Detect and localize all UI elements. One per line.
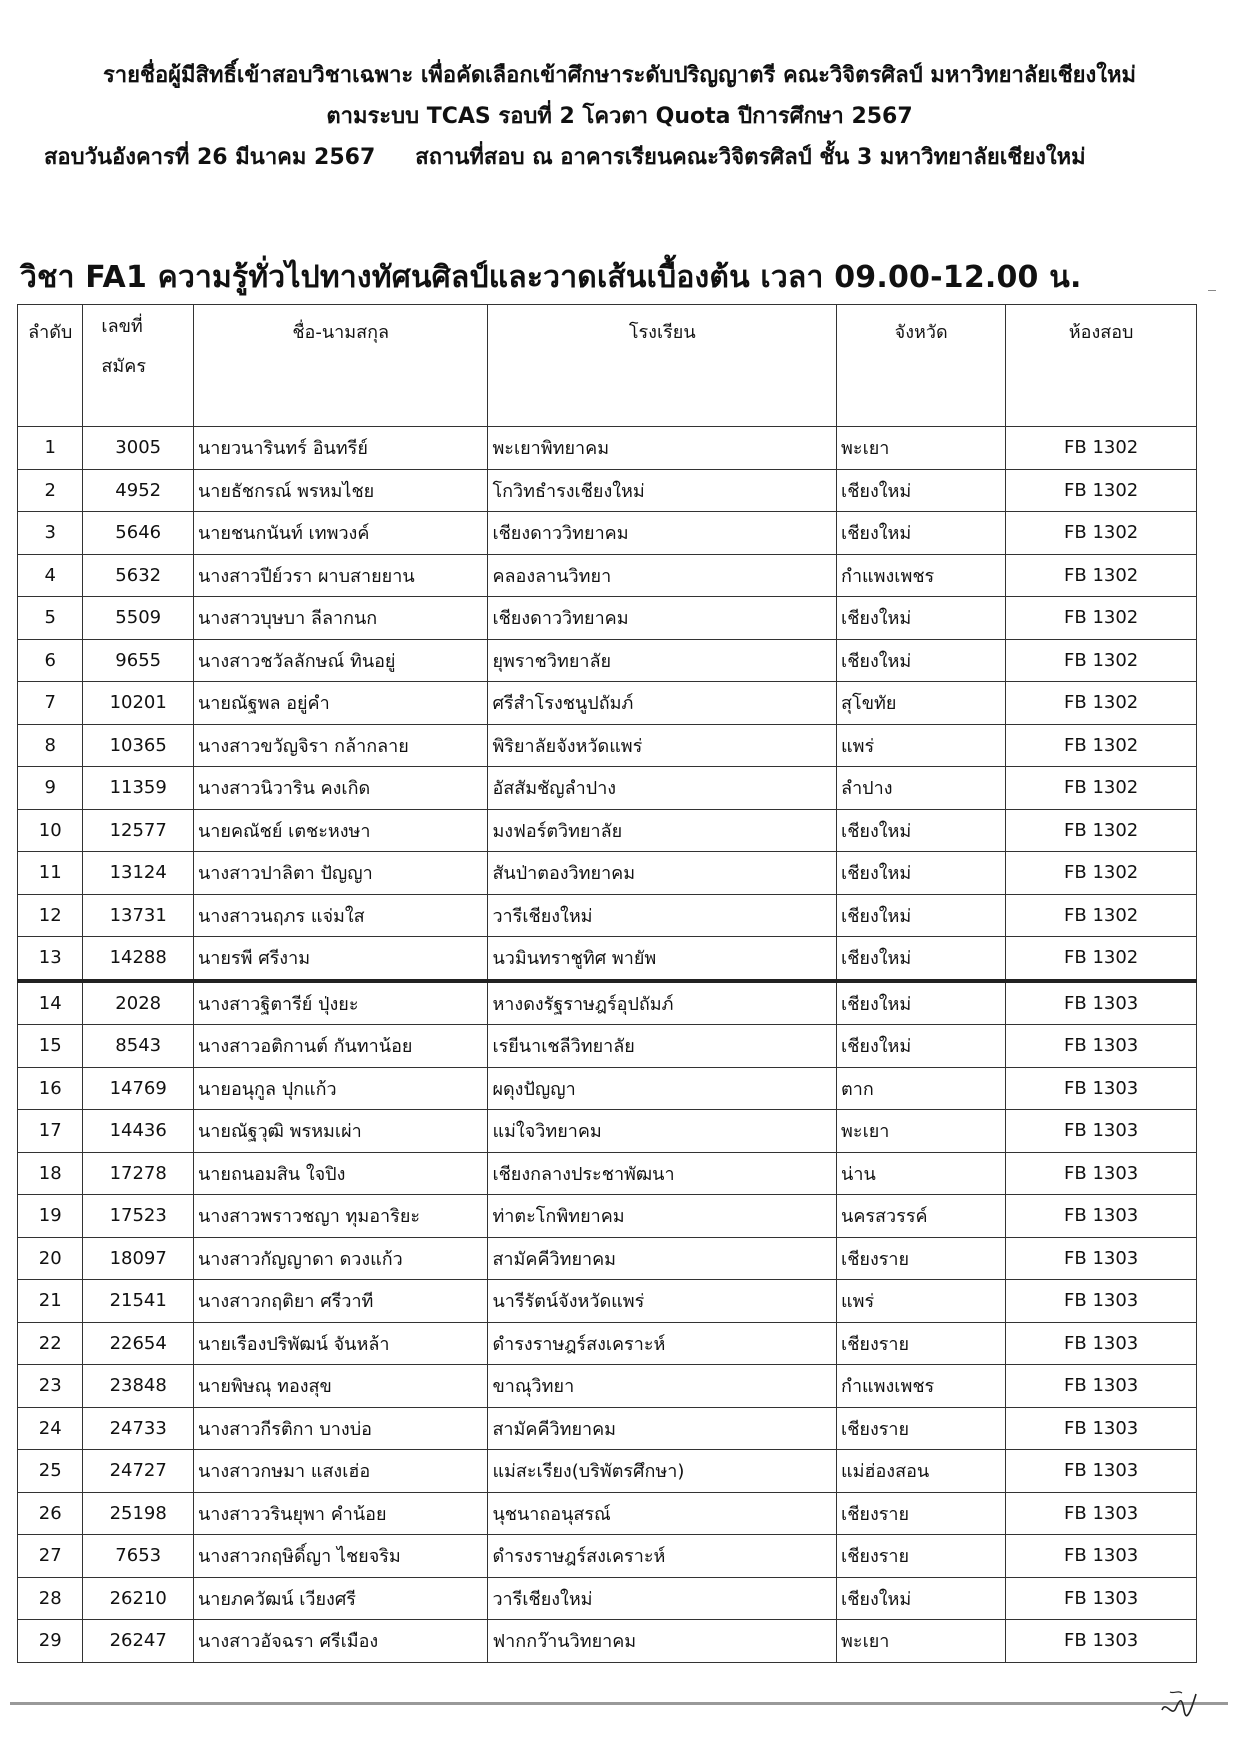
exam-room: FB 1302	[1006, 937, 1197, 981]
row-number: 7	[18, 682, 83, 725]
school-name: ผดุงปัญญา	[488, 1067, 837, 1110]
candidate-name: นางสาวกฤติยา ศรีวาที	[193, 1280, 487, 1323]
table-row	[18, 937, 1197, 981]
applicant-id: 17278	[83, 1152, 194, 1195]
subject-heading: วิชา FA1 ความรู้ทั่วไปทางทัศนศิลป์และวาดเส้นเบื้องต้น เวลา 09.00-12.00 น.	[20, 260, 1082, 295]
applicant-id: 10201	[83, 682, 194, 725]
row-number: 4	[18, 554, 83, 597]
school-name: เชียงดาววิทยาคม	[488, 512, 837, 555]
row-number: 23	[18, 1365, 83, 1408]
table-row	[18, 981, 1197, 1025]
row-number: 14	[18, 981, 83, 1025]
candidate-table	[17, 304, 1197, 1663]
school-name: พิริยาลัยจังหวัดแพร่	[488, 724, 837, 767]
exam-room: FB 1302	[1006, 809, 1197, 852]
table-row	[18, 682, 1197, 725]
candidate-name: นางสาวพราวชญา ทุมอาริยะ	[193, 1195, 487, 1238]
school-name: มงฟอร์ตวิทยาลัย	[488, 809, 837, 852]
table-row	[18, 469, 1197, 512]
exam-date: สอบวันอังคารที่ 26 มีนาคม 2567	[44, 145, 376, 170]
table-row	[18, 1450, 1197, 1493]
school-name: สามัคคีวิทยาคม	[488, 1407, 837, 1450]
handwritten-signature-icon	[1156, 1680, 1200, 1724]
applicant-id: 17523	[83, 1195, 194, 1238]
table-row	[18, 1025, 1197, 1068]
applicant-id: 4952	[83, 469, 194, 512]
table-row	[18, 1535, 1197, 1578]
province-name: สุโขทัย	[837, 682, 1006, 725]
table-row	[18, 1110, 1197, 1153]
candidate-name: นายวนารินทร์ อินทรีย์	[193, 427, 487, 470]
exam-room: FB 1302	[1006, 724, 1197, 767]
applicant-id: 8543	[83, 1025, 194, 1068]
exam-room: FB 1303	[1006, 1195, 1197, 1238]
province-name: เชียงใหม่	[837, 937, 1006, 981]
exam-room: FB 1303	[1006, 1450, 1197, 1493]
applicant-id: 7653	[83, 1535, 194, 1578]
header-exam-info	[0, 144, 1239, 172]
header-round: ตามระบบ TCAS รอบที่ 2 โควตา Quota ปีการศึกษา 2567	[326, 104, 913, 129]
school-name: เชียงกลางประชาพัฒนา	[488, 1152, 837, 1195]
row-number: 27	[18, 1535, 83, 1578]
candidate-name: นายธัชกรณ์ พรหมไชย	[193, 469, 487, 512]
row-number: 25	[18, 1450, 83, 1493]
applicant-id: 14288	[83, 937, 194, 981]
province-name: เชียงใหม่	[837, 512, 1006, 555]
document-header	[0, 62, 1239, 185]
applicant-id: 22654	[83, 1322, 194, 1365]
province-name: พะเยา	[837, 427, 1006, 470]
applicant-id: 5509	[83, 597, 194, 640]
school-name: นุชนาถอนุสรณ์	[488, 1492, 837, 1535]
school-name: สามัคคีวิทยาคม	[488, 1237, 837, 1280]
applicant-id: 26247	[83, 1620, 194, 1663]
candidate-name: นางสาวกีรติกา บางบ่อ	[193, 1407, 487, 1450]
school-name: ฟากกว๊านวิทยาคม	[488, 1620, 837, 1663]
row-number: 15	[18, 1025, 83, 1068]
candidate-name: นายภควัฒน์ เวียงศรี	[193, 1577, 487, 1620]
applicant-id: 5632	[83, 554, 194, 597]
school-name: คลองลานวิทยา	[488, 554, 837, 597]
table-row	[18, 894, 1197, 937]
exam-room: FB 1303	[1006, 1620, 1197, 1663]
col-header-applicant-id	[83, 305, 194, 427]
province-name: กำแพงเพชร	[837, 554, 1006, 597]
candidate-name: นายอนุกูล ปุกแก้ว	[193, 1067, 487, 1110]
col-header-province: จังหวัด	[837, 305, 1006, 427]
table-row	[18, 1492, 1197, 1535]
province-name: เชียงใหม่	[837, 981, 1006, 1025]
applicant-id: 3005	[83, 427, 194, 470]
candidate-name: นางสาวปีย์วรา ผาบสายยาน	[193, 554, 487, 597]
table-row	[18, 597, 1197, 640]
table-row	[18, 1407, 1197, 1450]
school-name: แม่ใจวิทยาคม	[488, 1110, 837, 1153]
exam-room: FB 1303	[1006, 1407, 1197, 1450]
applicant-id: 25198	[83, 1492, 194, 1535]
exam-room: FB 1302	[1006, 852, 1197, 895]
applicant-id: 13731	[83, 894, 194, 937]
province-name: เชียงใหม่	[837, 809, 1006, 852]
row-number: 3	[18, 512, 83, 555]
table-row	[18, 1152, 1197, 1195]
col-header-id-line2: สมัคร	[101, 356, 146, 377]
table-row	[18, 1280, 1197, 1323]
exam-room: FB 1303	[1006, 981, 1197, 1025]
province-name: น่าน	[837, 1152, 1006, 1195]
exam-room: FB 1302	[1006, 597, 1197, 640]
margin-mark	[1208, 290, 1216, 291]
candidate-name: นายคณัชย์ เตชะหงษา	[193, 809, 487, 852]
province-name: ตาก	[837, 1067, 1006, 1110]
applicant-id: 24733	[83, 1407, 194, 1450]
exam-room: FB 1303	[1006, 1152, 1197, 1195]
row-number: 5	[18, 597, 83, 640]
province-name: แม่ฮ่องสอน	[837, 1450, 1006, 1493]
school-name: วารีเชียงใหม่	[488, 1577, 837, 1620]
row-number: 2	[18, 469, 83, 512]
table-row	[18, 1067, 1197, 1110]
col-header-id-line1: เลขที่	[101, 316, 143, 337]
candidate-name: นางสาวอติกานต์ กันทาน้อย	[193, 1025, 487, 1068]
school-name: เชียงดาววิทยาคม	[488, 597, 837, 640]
table-row	[18, 512, 1197, 555]
candidate-name: นางสาวอัจฉรา ศรีเมือง	[193, 1620, 487, 1663]
applicant-id: 13124	[83, 852, 194, 895]
exam-room: FB 1303	[1006, 1025, 1197, 1068]
candidate-name: นางสาวนฤภร แจ่มใส	[193, 894, 487, 937]
table-header-row	[18, 305, 1197, 427]
table-row	[18, 1322, 1197, 1365]
school-name: โกวิทธำรงเชียงใหม่	[488, 469, 837, 512]
exam-room: FB 1302	[1006, 554, 1197, 597]
row-number: 28	[18, 1577, 83, 1620]
row-number: 9	[18, 767, 83, 810]
school-name: นวมินทราชูทิศ พายัพ	[488, 937, 837, 981]
table-row	[18, 1237, 1197, 1280]
col-header-no: ลำดับ	[18, 305, 83, 427]
table-row	[18, 767, 1197, 810]
col-header-school: โรงเรียน	[488, 305, 837, 427]
exam-room: FB 1303	[1006, 1577, 1197, 1620]
school-name: ขาณุวิทยา	[488, 1365, 837, 1408]
school-name: พะเยาพิทยาคม	[488, 427, 837, 470]
school-name: ยุพราชวิทยาลัย	[488, 639, 837, 682]
province-name: เชียงใหม่	[837, 852, 1006, 895]
exam-room: FB 1303	[1006, 1280, 1197, 1323]
exam-room: FB 1303	[1006, 1067, 1197, 1110]
row-number: 12	[18, 894, 83, 937]
applicant-id: 14436	[83, 1110, 194, 1153]
applicant-id: 10365	[83, 724, 194, 767]
table-row	[18, 1195, 1197, 1238]
school-name: แม่สะเรียง(บริพัตรศึกษา)	[488, 1450, 837, 1493]
school-name: หางดงรัฐราษฎร์อุปถัมภ์	[488, 981, 837, 1025]
candidate-name: นายณัฐวุฒิ พรหมเผ่า	[193, 1110, 487, 1153]
col-header-room: ห้องสอบ	[1006, 305, 1197, 427]
table-row	[18, 852, 1197, 895]
row-number: 18	[18, 1152, 83, 1195]
table-row	[18, 1365, 1197, 1408]
school-name: วารีเชียงใหม่	[488, 894, 837, 937]
table-body	[18, 427, 1197, 1663]
row-number: 10	[18, 809, 83, 852]
candidate-name: นางสาวปาลิตา ปัญญา	[193, 852, 487, 895]
province-name: เชียงราย	[837, 1237, 1006, 1280]
applicant-id: 12577	[83, 809, 194, 852]
row-number: 13	[18, 937, 83, 981]
province-name: แพร่	[837, 1280, 1006, 1323]
candidate-name: นางสาวกษมา แสงเฮ่อ	[193, 1450, 487, 1493]
candidate-name: นางสาวนิวาริน คงเกิด	[193, 767, 487, 810]
candidate-name: นางสาวขวัญจิรา กล้ากลาย	[193, 724, 487, 767]
province-name: เชียงใหม่	[837, 1025, 1006, 1068]
exam-room: FB 1302	[1006, 512, 1197, 555]
candidate-name: นางสาวบุษบา ลีลากนก	[193, 597, 487, 640]
exam-room: FB 1303	[1006, 1365, 1197, 1408]
row-number: 16	[18, 1067, 83, 1110]
candidate-name: นางสาวชวัลลักษณ์ ทินอยู่	[193, 639, 487, 682]
row-number: 20	[18, 1237, 83, 1280]
province-name: พะเยา	[837, 1110, 1006, 1153]
exam-room: FB 1302	[1006, 682, 1197, 725]
row-number: 1	[18, 427, 83, 470]
exam-room: FB 1302	[1006, 894, 1197, 937]
applicant-id: 14769	[83, 1067, 194, 1110]
province-name: เชียงใหม่	[837, 469, 1006, 512]
province-name: เชียงใหม่	[837, 894, 1006, 937]
province-name: นครสวรรค์	[837, 1195, 1006, 1238]
province-name: เชียงใหม่	[837, 597, 1006, 640]
school-name: ศรีสำโรงชนูปถัมภ์	[488, 682, 837, 725]
col-header-name: ชื่อ-นามสกุล	[193, 305, 487, 427]
province-name: เชียงราย	[837, 1492, 1006, 1535]
exam-room: FB 1302	[1006, 767, 1197, 810]
school-name: ดำรงราษฎร์สงเคราะห์	[488, 1535, 837, 1578]
row-number: 6	[18, 639, 83, 682]
candidate-name: นายพิษณุ ทองสุข	[193, 1365, 487, 1408]
applicant-id: 18097	[83, 1237, 194, 1280]
province-name: กำแพงเพชร	[837, 1365, 1006, 1408]
table-row	[18, 427, 1197, 470]
candidate-name: นายถนอมสิน ใจปิง	[193, 1152, 487, 1195]
school-name: อัสสัมชัญลำปาง	[488, 767, 837, 810]
province-name: เชียงราย	[837, 1322, 1006, 1365]
applicant-id: 11359	[83, 767, 194, 810]
row-number: 26	[18, 1492, 83, 1535]
table-row	[18, 554, 1197, 597]
applicant-id: 5646	[83, 512, 194, 555]
table-row	[18, 1620, 1197, 1663]
applicant-id: 9655	[83, 639, 194, 682]
exam-room: FB 1303	[1006, 1237, 1197, 1280]
exam-room: FB 1303	[1006, 1492, 1197, 1535]
row-number: 19	[18, 1195, 83, 1238]
row-number: 11	[18, 852, 83, 895]
exam-place: สถานที่สอบ ณ อาคารเรียนคณะวิจิตรศิลป์ ชั้น 3 มหาวิทยาลัยเชียงใหม่	[415, 145, 1086, 170]
row-number: 21	[18, 1280, 83, 1323]
province-name: พะเยา	[837, 1620, 1006, 1663]
row-number: 22	[18, 1322, 83, 1365]
exam-room: FB 1303	[1006, 1110, 1197, 1153]
exam-room: FB 1302	[1006, 427, 1197, 470]
exam-room: FB 1302	[1006, 469, 1197, 512]
candidate-name: นางสาวฐิตารีย์ ปุ่งยะ	[193, 981, 487, 1025]
table-row	[18, 639, 1197, 682]
exam-room: FB 1303	[1006, 1535, 1197, 1578]
applicant-id: 2028	[83, 981, 194, 1025]
row-number: 8	[18, 724, 83, 767]
school-name: เรยีนาเชลีวิทยาลัย	[488, 1025, 837, 1068]
table-row	[18, 724, 1197, 767]
province-name: เชียงราย	[837, 1407, 1006, 1450]
exam-room: FB 1303	[1006, 1322, 1197, 1365]
header-title: รายชื่อผู้มีสิทธิ์เข้าสอบวิชาเฉพาะ เพื่อคัดเลือกเข้าศึกษาระดับปริญญาตรี คณะวิจิตรศิลป์ มหาวิทยาลัยเชียงใหม่	[102, 63, 1137, 88]
candidate-name: นายเรืองปริพัฒน์ จันหล้า	[193, 1322, 487, 1365]
province-name: เชียงราย	[837, 1535, 1006, 1578]
table-row	[18, 809, 1197, 852]
province-name: เชียงใหม่	[837, 639, 1006, 682]
candidate-name: นางสาวกฤษิดิ์ญา ไชยจริม	[193, 1535, 487, 1578]
candidate-name: นายชนกนันท์ เทพวงค์	[193, 512, 487, 555]
applicant-id: 24727	[83, 1450, 194, 1493]
exam-room: FB 1302	[1006, 639, 1197, 682]
row-number: 17	[18, 1110, 83, 1153]
candidate-name: นายรพี ศรีงาม	[193, 937, 487, 981]
province-name: เชียงใหม่	[837, 1577, 1006, 1620]
candidate-name: นางสาวกัญญาดา ดวงแก้ว	[193, 1237, 487, 1280]
school-name: ท่าตะโกพิทยาคม	[488, 1195, 837, 1238]
applicant-id: 26210	[83, 1577, 194, 1620]
school-name: ดำรงราษฎร์สงเคราะห์	[488, 1322, 837, 1365]
candidate-name: นางสาววรินยุพา คำน้อย	[193, 1492, 487, 1535]
applicant-id: 21541	[83, 1280, 194, 1323]
row-number: 29	[18, 1620, 83, 1663]
bottom-rule	[10, 1702, 1228, 1705]
province-name: แพร่	[837, 724, 1006, 767]
candidate-name: นายณัฐพล อยู่คำ	[193, 682, 487, 725]
row-number: 24	[18, 1407, 83, 1450]
province-name: ลำปาง	[837, 767, 1006, 810]
table-row	[18, 1577, 1197, 1620]
school-name: สันป่าตองวิทยาคม	[488, 852, 837, 895]
school-name: นารีรัตน์จังหวัดแพร่	[488, 1280, 837, 1323]
applicant-id: 23848	[83, 1365, 194, 1408]
